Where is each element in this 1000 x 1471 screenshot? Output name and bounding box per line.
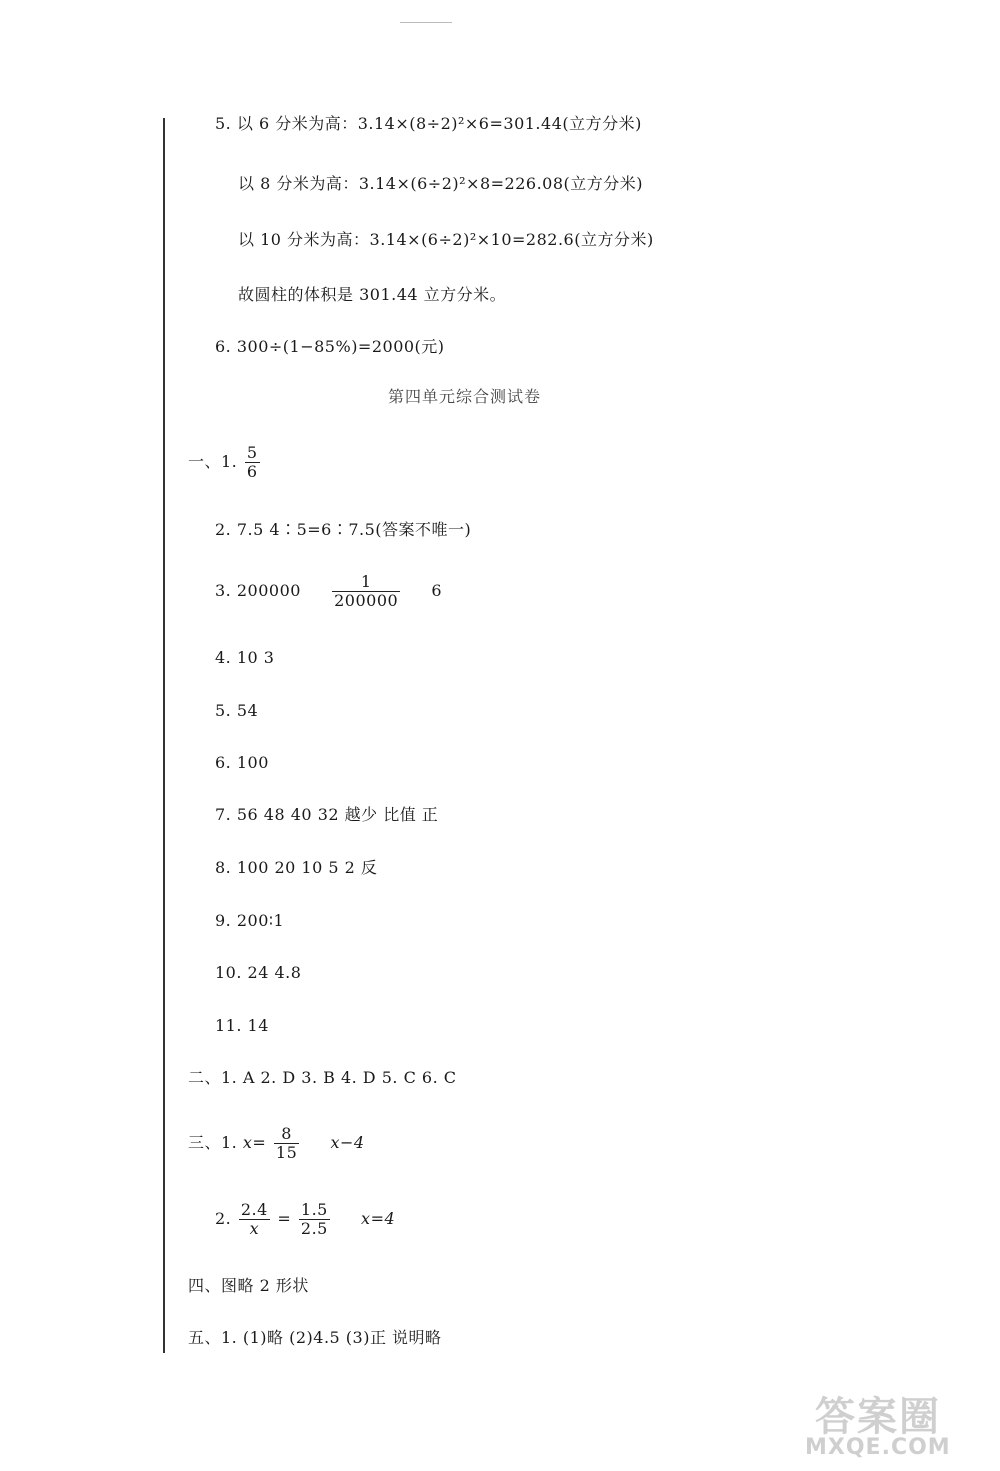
top-rule <box>400 22 452 23</box>
part1-q4: 4. 10 3 <box>215 648 275 667</box>
fraction-numerator: 1.5 <box>300 1200 328 1219</box>
part1-q8: 8. 100 20 10 5 2 反 <box>215 858 378 877</box>
fraction-denominator: 2.5 <box>300 1219 328 1238</box>
fraction-numerator: 1 <box>332 573 400 592</box>
part3-q1 <box>188 1125 365 1162</box>
fraction-denominator: x <box>249 1219 260 1238</box>
fraction-numerator: 2.4 <box>240 1200 268 1219</box>
fraction-denominator: 6 <box>246 462 258 481</box>
section-heading: 第四单元综合测试卷 <box>388 387 542 406</box>
part1-q6: 6. 100 <box>215 753 269 772</box>
fraction <box>245 444 260 481</box>
fraction <box>332 573 400 610</box>
fraction-denominator: 200000 <box>334 591 399 610</box>
watermark-logo: 答案圈 <box>815 1394 941 1440</box>
part2-answers: 二、1. A 2. D 3. B 4. D 5. C 6. C <box>188 1068 457 1087</box>
part1-q10: 10. 24 4.8 <box>215 963 302 982</box>
part3-q2 <box>215 1201 395 1238</box>
part1-q3-suffix: 6 <box>431 581 443 600</box>
part1-q5: 5. 54 <box>215 701 259 720</box>
part1-q3-prefix: 3. 200000 <box>215 581 301 600</box>
part1-q7: 7. 56 48 40 32 越少 比值 正 <box>215 805 439 824</box>
part1-q2: 2. 7.5 4∶5=6∶7.5(答案不唯一) <box>215 520 472 539</box>
part3-q1-x: x= <box>242 1133 267 1152</box>
part4-answer: 四、图略 2 形状 <box>188 1276 309 1295</box>
fraction <box>274 1125 299 1162</box>
fraction <box>299 1201 330 1238</box>
fraction-numerator: 5 <box>246 443 258 462</box>
fraction-numerator: 8 <box>274 1125 299 1144</box>
prev-q6: 6. 300÷(1−85%)=2000(元) <box>215 337 445 356</box>
watermark <box>735 1385 985 1465</box>
fraction <box>239 1201 270 1238</box>
part3-q2-tail: x=4 <box>361 1209 396 1228</box>
part3-q1-label: 三、1. <box>188 1133 238 1152</box>
fraction-denominator: 15 <box>275 1143 298 1162</box>
part3-q2-label: 2. <box>215 1209 232 1228</box>
part5-answer: 五、1. (1)略 (2)4.5 (3)正 说明略 <box>188 1328 442 1347</box>
margin-line <box>163 118 165 1353</box>
part1-q1-label: 一、1. <box>188 452 238 471</box>
equals-sign: = <box>277 1209 292 1228</box>
part1-q3 <box>215 573 442 610</box>
prev-q5-line3: 以 10 分米为高：3.14×(6÷2)²×10=282.6(立方分米) <box>238 230 654 249</box>
prev-q5-line2: 以 8 分米为高：3.14×(6÷2)²×8=226.08(立方分米) <box>238 174 644 193</box>
part1-q11: 11. 14 <box>215 1016 269 1035</box>
part1-q9: 9. 200∶1 <box>215 911 285 930</box>
part3-q1-tail: x−4 <box>330 1133 365 1152</box>
prev-q5-line1: 5. 以 6 分米为高：3.14×(8÷2)²×6=301.44(立方分米) <box>215 114 642 133</box>
prev-q5-line4: 故圆柱的体积是 301.44 立方分米。 <box>238 285 507 304</box>
watermark-url: MXQE.COM <box>805 1435 951 1460</box>
part1-q1 <box>188 444 262 481</box>
